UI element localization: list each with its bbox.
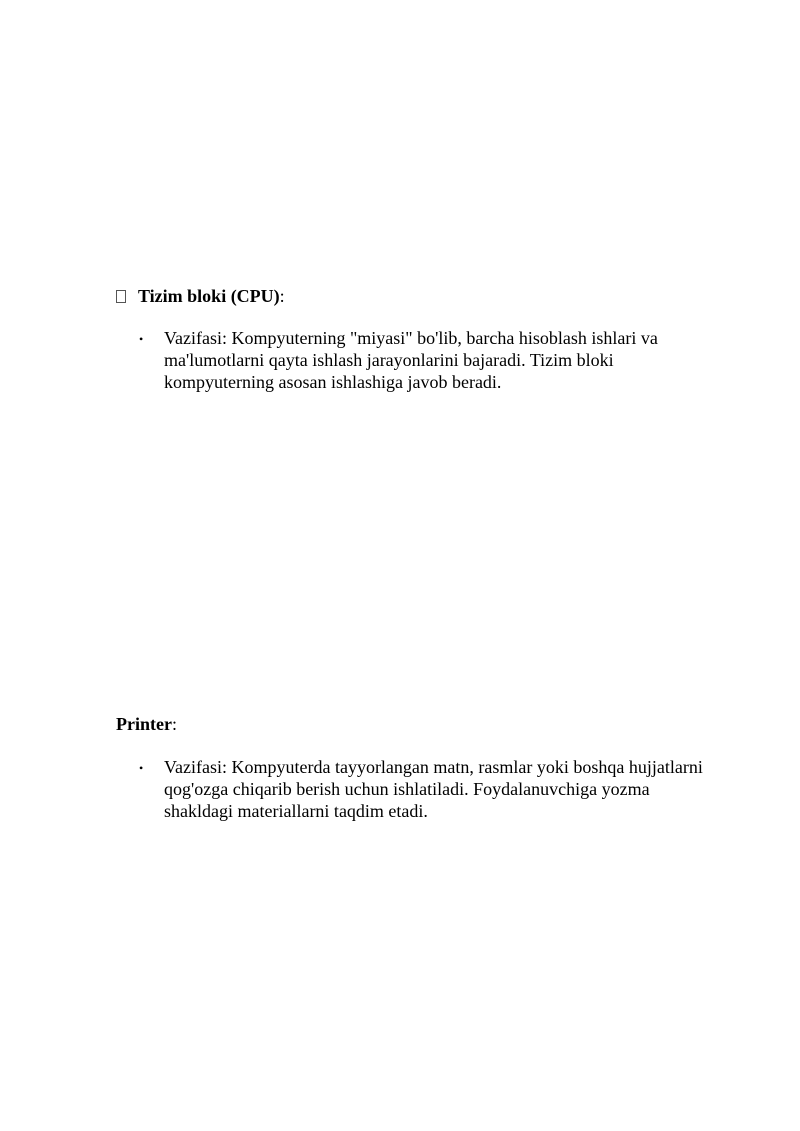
heading-title: Printer — [116, 714, 172, 734]
heading-title: Tizim bloki (CPU) — [138, 286, 280, 306]
paragraph-line: ma'lumotlarni qayta ishlash jarayonlarini bajaradi. Tizim bloki — [164, 350, 614, 370]
bullet-paragraph — [164, 756, 764, 822]
paragraph-line: kompyuterning asosan ishlashiga javob beradi. — [164, 372, 502, 392]
paragraph-line: Vazifasi: Kompyuterda tayyorlangan matn, rasmlar yoki boshqa hujjatlarni — [164, 757, 703, 777]
heading-suffix: : — [279, 286, 285, 306]
missing-glyph-icon — [116, 290, 126, 303]
bullet-icon: • — [139, 761, 144, 775]
bullet-paragraph — [164, 327, 764, 393]
paragraph-line: shakldagi materiallarni taqdim etadi. — [164, 801, 428, 821]
section-heading — [116, 712, 177, 736]
paragraph-line: qog'ozga chiqarib berish uchun ishlatiladi. Foydalanuvchiga yozma — [164, 779, 650, 799]
heading-suffix: : — [171, 714, 177, 734]
section-heading — [116, 284, 285, 308]
paragraph-line: Vazifasi: Kompyuterning "miyasi" bo'lib, barcha hisoblash ishlari va — [164, 328, 658, 348]
bullet-icon: • — [139, 332, 144, 346]
